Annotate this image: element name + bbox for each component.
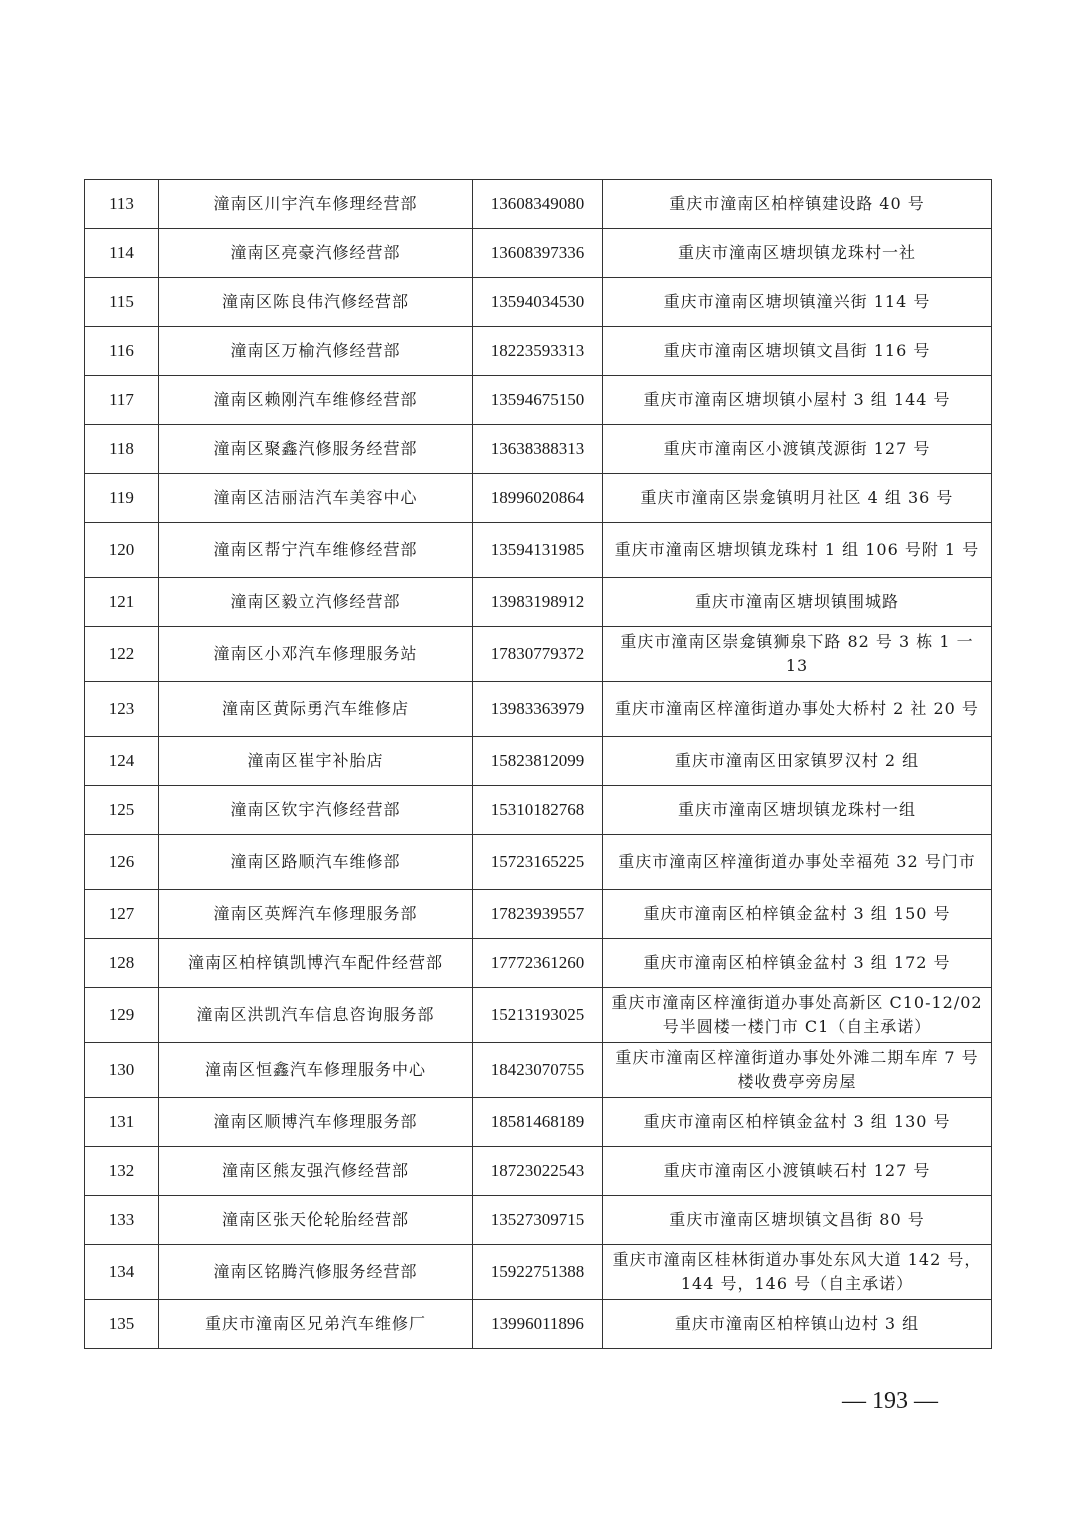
- address: 重庆市潼南区塘坝镇围城路: [603, 578, 992, 627]
- address: 重庆市潼南区塘坝镇龙珠村 1 组 106 号附 1 号: [603, 523, 992, 578]
- business-name: 潼南区崔宇补胎店: [159, 737, 473, 786]
- address: 重庆市潼南区柏梓镇金盆村 3 组 172 号: [603, 939, 992, 988]
- address: 重庆市潼南区塘坝镇龙珠村一社: [603, 229, 992, 278]
- row-number: 133: [85, 1196, 159, 1245]
- row-number: 119: [85, 474, 159, 523]
- business-name: 潼南区帮宁汽车维修经营部: [159, 523, 473, 578]
- address: 重庆市潼南区梓潼街道办事处幸福苑 32 号门市: [603, 835, 992, 890]
- table-row: [85, 890, 992, 939]
- table-row: [85, 229, 992, 278]
- table-row: [85, 1196, 992, 1245]
- phone-number: 15823812099: [473, 737, 603, 786]
- phone-number: 13527309715: [473, 1196, 603, 1245]
- table-row: [85, 988, 992, 1043]
- row-number: 131: [85, 1098, 159, 1147]
- business-name: 潼南区赖刚汽车维修经营部: [159, 376, 473, 425]
- phone-number: 15310182768: [473, 786, 603, 835]
- business-name: 潼南区川宇汽车修理经营部: [159, 180, 473, 229]
- row-number: 114: [85, 229, 159, 278]
- business-table-container: [84, 179, 991, 1349]
- phone-number: 13594034530: [473, 278, 603, 327]
- business-name: 潼南区柏梓镇凯博汽车配件经营部: [159, 939, 473, 988]
- address: 重庆市潼南区梓潼街道办事处外滩二期车库 7 号楼收费亭旁房屋: [603, 1043, 992, 1098]
- phone-number: 18723022543: [473, 1147, 603, 1196]
- phone-number: 15723165225: [473, 835, 603, 890]
- phone-number: 18996020864: [473, 474, 603, 523]
- table-row: [85, 1043, 992, 1098]
- row-number: 135: [85, 1300, 159, 1349]
- business-name: 潼南区亮豪汽修经营部: [159, 229, 473, 278]
- business-name: 潼南区顺博汽车修理服务部: [159, 1098, 473, 1147]
- table-row: [85, 835, 992, 890]
- table-row: [85, 278, 992, 327]
- phone-number: 13608349080: [473, 180, 603, 229]
- business-name: 潼南区恒鑫汽车修理服务中心: [159, 1043, 473, 1098]
- table-row: [85, 1147, 992, 1196]
- phone-number: 17772361260: [473, 939, 603, 988]
- row-number: 126: [85, 835, 159, 890]
- phone-number: 13594131985: [473, 523, 603, 578]
- table-row: [85, 939, 992, 988]
- phone-number: 17823939557: [473, 890, 603, 939]
- address: 重庆市潼南区柏梓镇建设路 40 号: [603, 180, 992, 229]
- row-number: 125: [85, 786, 159, 835]
- row-number: 129: [85, 988, 159, 1043]
- business-name: 潼南区陈良伟汽修经营部: [159, 278, 473, 327]
- business-name: 潼南区钦宇汽修经营部: [159, 786, 473, 835]
- address: 重庆市潼南区田家镇罗汉村 2 组: [603, 737, 992, 786]
- address: 重庆市潼南区塘坝镇文昌街 80 号: [603, 1196, 992, 1245]
- table-row: [85, 682, 992, 737]
- row-number: 124: [85, 737, 159, 786]
- phone-number: 13983363979: [473, 682, 603, 737]
- row-number: 132: [85, 1147, 159, 1196]
- table-row: [85, 180, 992, 229]
- table-row: [85, 376, 992, 425]
- phone-number: 13638388313: [473, 425, 603, 474]
- table-row: [85, 578, 992, 627]
- row-number: 120: [85, 523, 159, 578]
- address: 重庆市潼南区小渡镇峡石村 127 号: [603, 1147, 992, 1196]
- address: 重庆市潼南区崇龛镇明月社区 4 组 36 号: [603, 474, 992, 523]
- phone-number: 13996011896: [473, 1300, 603, 1349]
- address: 重庆市潼南区塘坝镇小屋村 3 组 144 号: [603, 376, 992, 425]
- address: 重庆市潼南区塘坝镇龙珠村一组: [603, 786, 992, 835]
- row-number: 117: [85, 376, 159, 425]
- table-row: [85, 627, 992, 682]
- row-number: 128: [85, 939, 159, 988]
- phone-number: 17830779372: [473, 627, 603, 682]
- table-row: [85, 425, 992, 474]
- row-number: 115: [85, 278, 159, 327]
- business-name: 潼南区洪凯汽车信息咨询服务部: [159, 988, 473, 1043]
- row-number: 118: [85, 425, 159, 474]
- table-row: [85, 786, 992, 835]
- phone-number: 18223593313: [473, 327, 603, 376]
- address: 重庆市潼南区塘坝镇潼兴街 114 号: [603, 278, 992, 327]
- business-name: 潼南区小邓汽车修理服务站: [159, 627, 473, 682]
- business-name: 潼南区万榆汽修经营部: [159, 327, 473, 376]
- business-name: 潼南区毅立汽修经营部: [159, 578, 473, 627]
- phone-number: 15213193025: [473, 988, 603, 1043]
- table-row: [85, 1300, 992, 1349]
- phone-number: 15922751388: [473, 1245, 603, 1300]
- phone-number: 13608397336: [473, 229, 603, 278]
- row-number: 134: [85, 1245, 159, 1300]
- row-number: 122: [85, 627, 159, 682]
- business-name: 潼南区聚鑫汽修服务经营部: [159, 425, 473, 474]
- business-name: 潼南区张天伦轮胎经营部: [159, 1196, 473, 1245]
- page-number: — 193 —: [842, 1388, 938, 1414]
- row-number: 113: [85, 180, 159, 229]
- table-row: [85, 1245, 992, 1300]
- address: 重庆市潼南区塘坝镇文昌街 116 号: [603, 327, 992, 376]
- address: 重庆市潼南区柏梓镇金盆村 3 组 130 号: [603, 1098, 992, 1147]
- address: 重庆市潼南区小渡镇茂源街 127 号: [603, 425, 992, 474]
- phone-number: 18581468189: [473, 1098, 603, 1147]
- phone-number: 13594675150: [473, 376, 603, 425]
- table-row: [85, 737, 992, 786]
- table-row: [85, 523, 992, 578]
- business-name: 重庆市潼南区兄弟汽车维修厂: [159, 1300, 473, 1349]
- phone-number: 13983198912: [473, 578, 603, 627]
- address: 重庆市潼南区桂林街道办事处东风大道 142 号，144 号，146 号（自主承诺）: [603, 1245, 992, 1300]
- address: 重庆市潼南区梓潼街道办事处高新区 C10-12/02 号半圆楼一楼门市 C1（自主承诺）: [603, 988, 992, 1043]
- row-number: 123: [85, 682, 159, 737]
- business-name: 潼南区黄际勇汽车维修店: [159, 682, 473, 737]
- table-row: [85, 474, 992, 523]
- table-row: [85, 1098, 992, 1147]
- row-number: 121: [85, 578, 159, 627]
- business-name: 潼南区英辉汽车修理服务部: [159, 890, 473, 939]
- business-name: 潼南区洁丽洁汽车美容中心: [159, 474, 473, 523]
- address: 重庆市潼南区柏梓镇金盆村 3 组 150 号: [603, 890, 992, 939]
- business-name: 潼南区熊友强汽修经营部: [159, 1147, 473, 1196]
- address: 重庆市潼南区崇龛镇狮泉下路 82 号 3 栋 1 一 13: [603, 627, 992, 682]
- address: 重庆市潼南区梓潼街道办事处大桥村 2 社 20 号: [603, 682, 992, 737]
- business-name: 潼南区铭腾汽修服务经营部: [159, 1245, 473, 1300]
- business-name: 潼南区路顺汽车维修部: [159, 835, 473, 890]
- row-number: 116: [85, 327, 159, 376]
- address: 重庆市潼南区柏梓镇山边村 3 组: [603, 1300, 992, 1349]
- row-number: 130: [85, 1043, 159, 1098]
- table-row: [85, 327, 992, 376]
- phone-number: 18423070755: [473, 1043, 603, 1098]
- row-number: 127: [85, 890, 159, 939]
- business-table: [84, 179, 992, 1349]
